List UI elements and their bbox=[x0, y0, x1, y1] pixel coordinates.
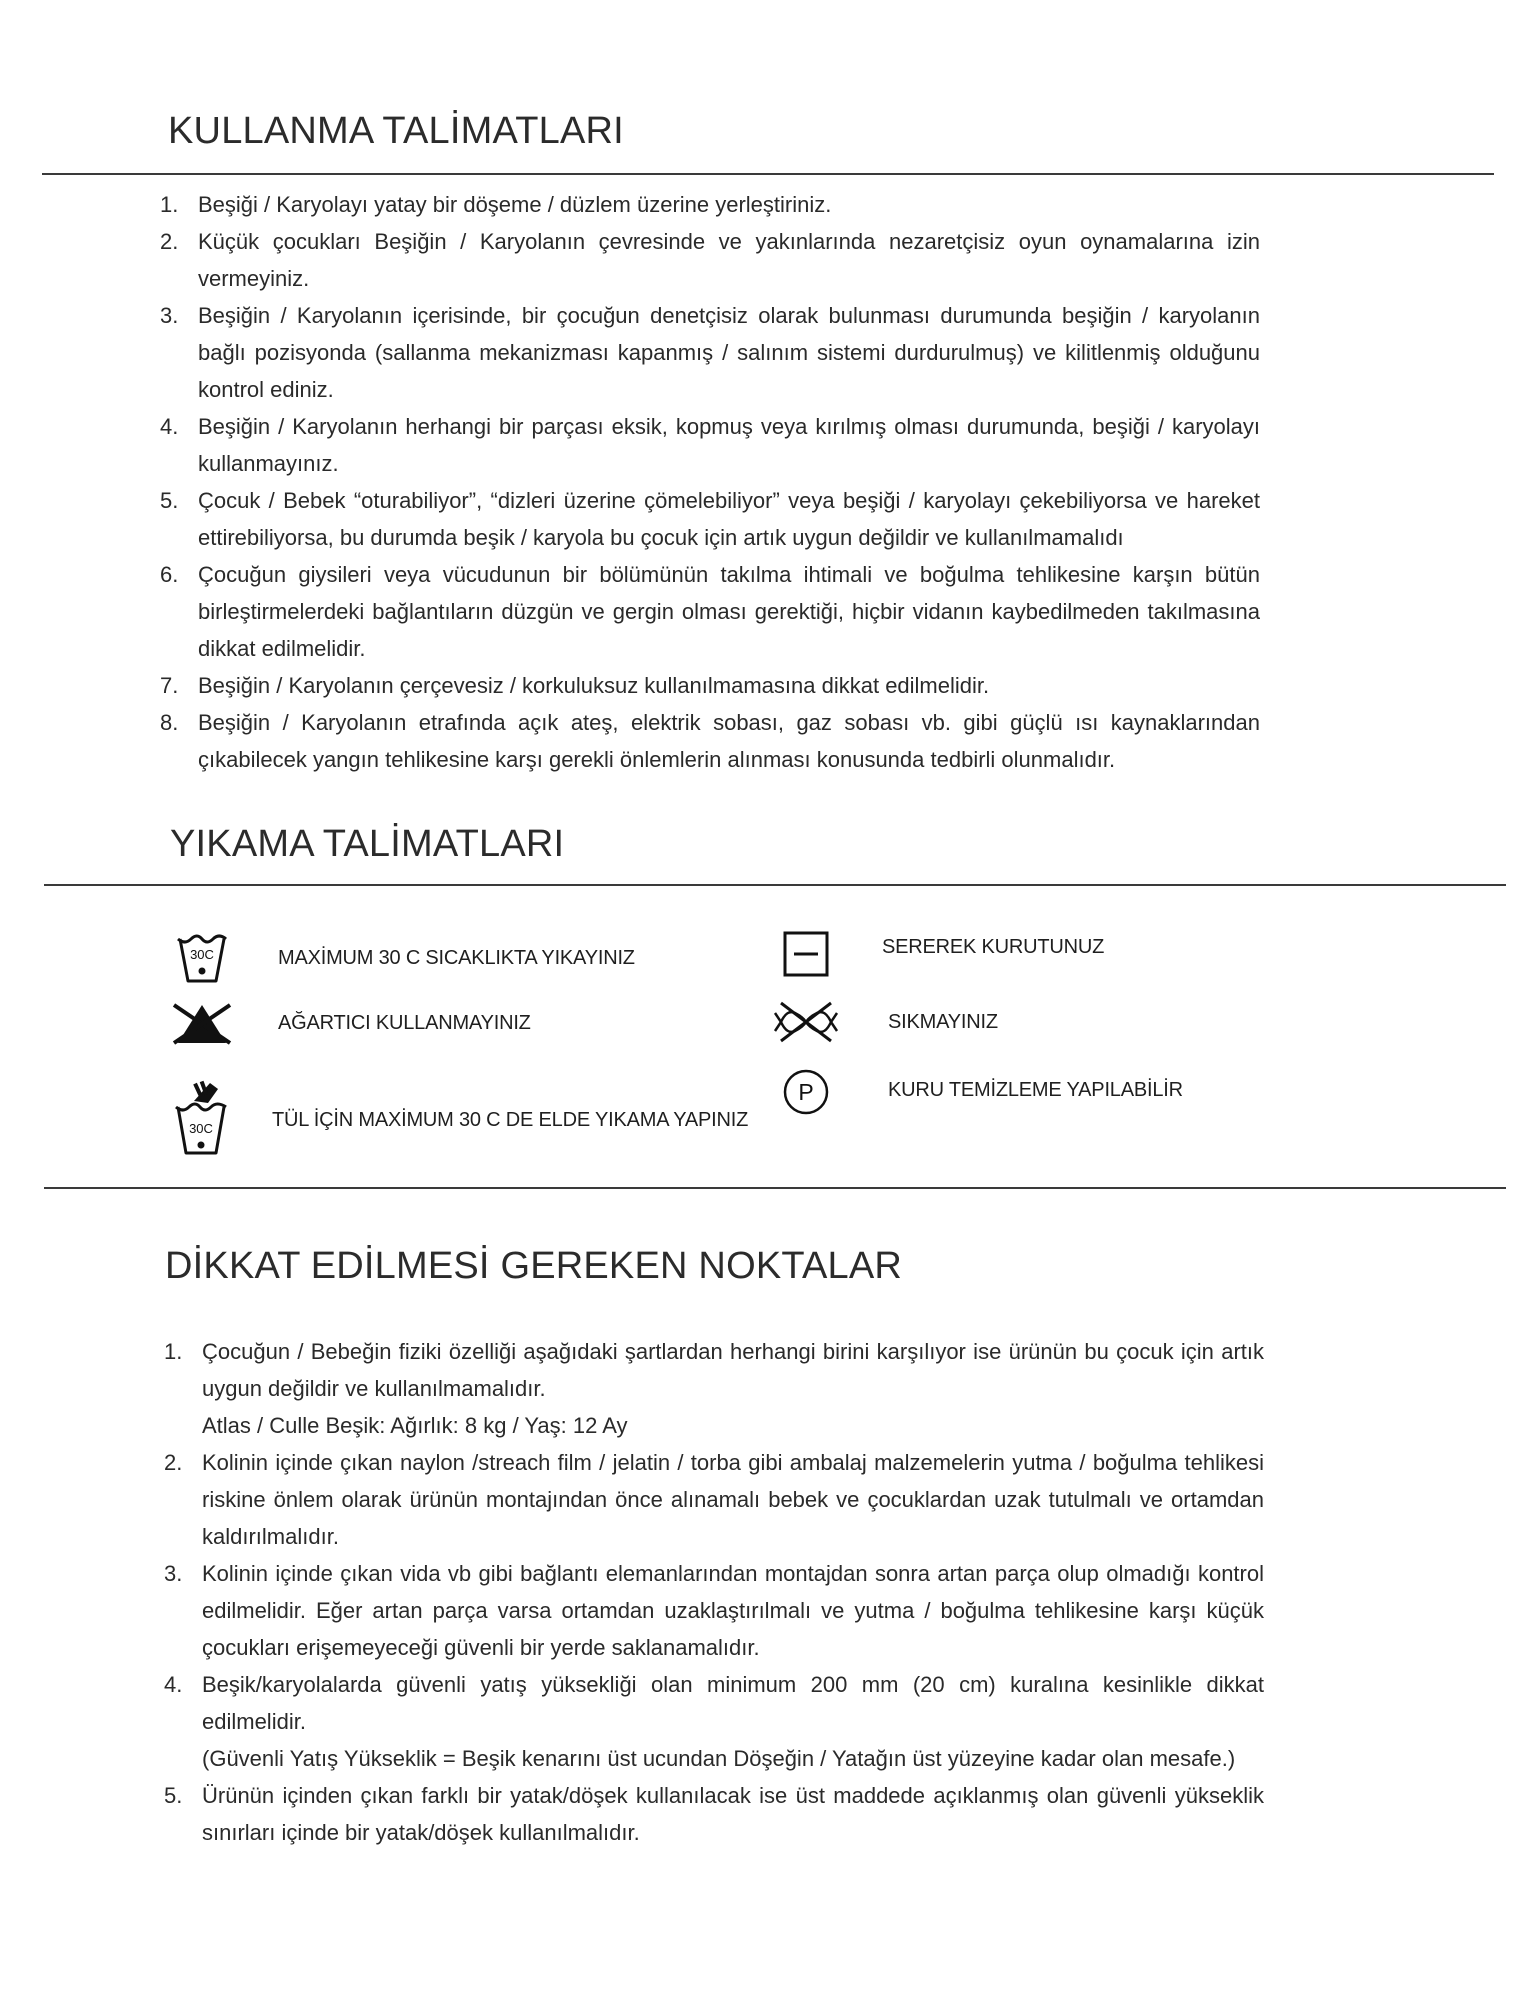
washing-divider-bottom bbox=[44, 1187, 1506, 1189]
no-bleach-icon bbox=[168, 993, 236, 1053]
care-label: SIKMAYINIZ bbox=[888, 1010, 998, 1033]
list-item: 1. Beşiği / Karyolayı yatay bir döşeme / düzlem üzerine yerleştiriniz. bbox=[160, 192, 832, 217]
list-item: 5. Ürünün içinden çıkan farklı bir yatak/döşek kullanılacak ise üst maddede açıklanmış olan güvenli yükseklik sınırları içinde bir yatak/döşek kullanılmalıdır. bbox=[164, 1783, 1264, 1845]
care-label: AĞARTICI KULLANMAYINIZ bbox=[278, 1011, 531, 1034]
usage-list bbox=[160, 186, 1260, 778]
care-item-wash bbox=[168, 928, 635, 988]
attention-list bbox=[164, 1333, 1264, 1851]
usage-divider bbox=[42, 173, 1494, 175]
list-item: 2. Kolinin içinde çıkan naylon /streach film / jelatin / torba gibi ambalaj malzemelerin yutma / boğulma tehlikesi riskine önlem olarak ürünün montajından önce alınamalı bebek ve çocuklardan uzak tutulmalı ve ortamdan kaldırılmalıdır. bbox=[164, 1450, 1264, 1549]
care-item-dry-flat bbox=[772, 924, 1104, 984]
svg-text:P: P bbox=[798, 1079, 814, 1105]
list-item: 3. Beşiğin / Karyolanın içerisinde, bir çocuğun denetçisiz olarak bulunması durumunda beşiğin / karyolanın bağlı pozisyonda (sallanma mekanizması kapanmış / salınım sistemi durdurulmuş) ve kilitlenmiş olduğunu kontrol ediniz. bbox=[160, 303, 1260, 402]
svg-text:30C: 30C bbox=[190, 947, 214, 962]
care-label: MAXİMUM 30 C SICAKLIKTA YIKAYINIZ bbox=[278, 946, 635, 969]
do-not-wring-icon bbox=[772, 992, 840, 1052]
list-item: 6. Çocuğun giysileri veya vücudunun bir bölümünün takılma ihtimali ve boğulma tehlikesine karşın bütün birleştirmelerdeki bağlantıların düzgün ve gergin olması gerektiği, hiçbir vidanın kaybedilmeden takılmasına dikkat edilmelidir. bbox=[160, 562, 1260, 661]
care-item-hand-wash bbox=[168, 1078, 748, 1158]
svg-text:30C: 30C bbox=[189, 1121, 213, 1136]
list-item: 7. Beşiğin / Karyolanın çerçevesiz / korkuluksuz kullanılmamasına dikkat edilmelidir. bbox=[160, 673, 990, 698]
care-label: TÜL İÇİN MAXİMUM 30 C DE ELDE YIKAMA YAPINIZ bbox=[272, 1108, 749, 1131]
care-item-dry-clean bbox=[772, 1062, 1183, 1122]
hand-wash-30-icon bbox=[168, 1078, 236, 1158]
list-item: 8. Beşiğin / Karyolanın etrafında açık ateş, elektrik sobası, gaz sobası vb. gibi güçlü ısı kaynaklarından çıkabilecek yangın tehlikesine karşı gerekli önlemlerin alınması konusunda tedbirli olunmalıdır. bbox=[160, 710, 1260, 772]
washing-title: YIKAMA TALİMATLARI bbox=[170, 823, 565, 865]
dry-flat-icon bbox=[772, 924, 840, 984]
list-item: 5. Çocuk / Bebek “oturabiliyor”, “dizleri üzerine çömelebiliyor” veya beşiği / karyolayı çekebiliyorsa ve hareket ettirebiliyorsa, bu durumda beşik / karyola bu çocuk için artık uygun değildir ve kullanılmamalıdı bbox=[160, 488, 1260, 550]
usage-title: KULLANMA TALİMATLARI bbox=[168, 110, 624, 152]
list-item: 4. Beşiğin / Karyolanın herhangi bir parçası eksik, kopmuş veya kırılmış olması durumunda, beşiği / karyolayı kullanmayınız. bbox=[160, 414, 1260, 476]
care-item-no-wring bbox=[772, 992, 998, 1052]
care-item-no-bleach bbox=[168, 993, 531, 1053]
list-item: 3. Kolinin içinde çıkan vida vb gibi bağlantı elemanlarından montajdan sonra artan parça olup olmadığı kontrol edilmelidir. Eğer artan parça varsa ortamdan uzaklaştırılmalı ve yutma / boğulma tehlikesine karşı küçük çocukları erişemeyeceği güvenli bir yerde saklanamalıdır. bbox=[164, 1561, 1264, 1660]
list-item: 4. Beşik/karyolalarda güvenli yatış yüksekliği olan minimum 200 mm (20 cm) kuralına kesinlikle dikkat edilmelidir. (Güvenli Yatış Yükseklik = Beşik kenarını üst ucundan Döşeğin / Yatağın üst yüzeyine kadar olan mesafe.) bbox=[164, 1672, 1264, 1771]
care-label: KURU TEMİZLEME YAPILABİLİR bbox=[888, 1078, 1183, 1101]
list-item: 2. Küçük çocukları Beşiğin / Karyolanın çevresinde ve yakınlarında nezaretçisiz oyun oynamalarına izin vermeyiniz. bbox=[160, 229, 1260, 291]
list-item: 1. Çocuğun / Bebeğin fiziki özelliği aşağıdaki şartlardan herhangi birini karşılıyor ise ürünün bu çocuk için artık uygun değildir ve kullanılmamalıdır. Atlas / Culle Beşik: Ağırlık: 8 kg / Yaş: 12 Ay bbox=[164, 1339, 1264, 1438]
care-label: SEREREK KURUTUNUZ bbox=[882, 935, 1105, 958]
dry-clean-p-icon bbox=[772, 1062, 840, 1122]
wash-30-icon bbox=[168, 928, 236, 988]
attention-title: DİKKAT EDİLMESİ GEREKEN NOKTALAR bbox=[165, 1245, 903, 1287]
washing-divider-top bbox=[44, 884, 1506, 886]
